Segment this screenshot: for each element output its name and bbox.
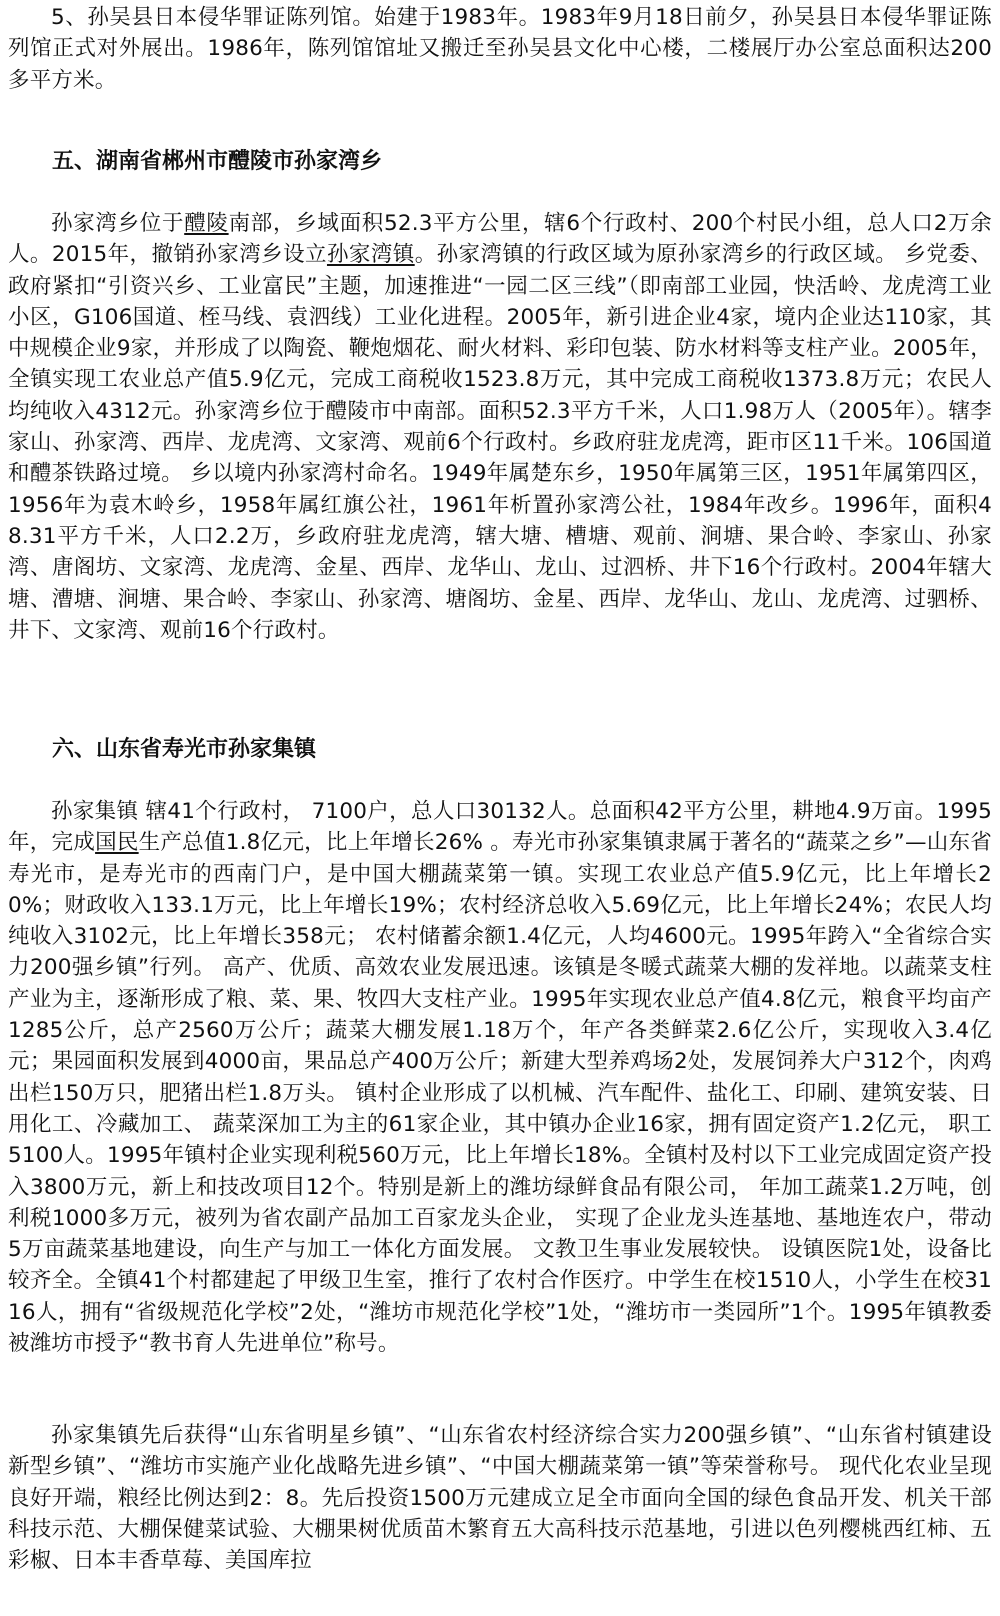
text-run: 孙家湾乡位于 (51, 211, 185, 236)
link-guomin[interactable]: 国民 (95, 830, 139, 856)
heading-section-five: 五、湖南省郴州市醴陵市孙家湾乡 (52, 149, 383, 174)
paragraph-sunjiawan (8, 208, 992, 646)
paragraph-sunjiaji-overview (8, 796, 992, 1359)
text-run: 南部，乡域面积52.3平方公里，辖6个行政村、200个村民小组，总人口2万余人。2015年，撤销孙家湾乡设立 (8, 211, 992, 268)
text-run: 孙家集镇 辖41个行政村， 7100户，总人口30132人。总面积42平方公里，耕地4.9万亩。1995年，完成 (8, 799, 992, 856)
link-sunjiawan-town[interactable]: 孙家湾镇 (326, 242, 415, 268)
document-page (8, 0, 992, 1616)
paragraph-sunjiaji-honors: 孙家集镇先后获得“山东省明星乡镇”、“山东省农村经济综合实力200强乡镇”、“山东省村镇建设新型乡镇”、“潍坊市实施产业化战略先进乡镇”、“中国大棚蔬菜第一镇”等荣誉称号。 现代化农业呈现良好开端，粮经比例达到2：8。先后投资1500万元建成立足全市面向全国的绿色食品开发、机关干部科技示范、大棚保健菜试验、大棚果树优质苗木繁育五大高科技示范基地，引进以色列樱桃西红柿、五彩椒、日本丰香草莓、美国库拉 (8, 1423, 992, 1574)
paragraph-sunwu-museum: 5、孙吴县日本侵华罪证陈列馆。始建于1983年。1983年9月18日前夕，孙吴县日本侵华罪证陈列馆正式对外展出。1986年，陈列馆馆址又搬迁至孙吴县文化中心楼，二楼展厅办公室总面积达200多平方米。 (8, 5, 992, 93)
text-run: 生产总值1.8亿元，比上年增长26% 。寿光市孙家集镇隶属于著名的“蔬菜之乡”—山东省寿光市，是寿光市的西南门户，是中国大棚蔬菜第一镇。实现工农业总产值5.9亿元，比上年增长20%；财政收入133.1万元，比上年增长19%；农村经济总收入5.69亿元，比上年增长24%；农民人均纯收入3102元，比上年增长358元； 农村储蓄余额1.4亿元，人均4600元。1995年跨入“全省综合实力200强乡镇”行列。 高产、优质、高效农业发展迅速。该镇是冬暖式蔬菜大棚的发祥地。以蔬菜支柱产业为主，逐渐形成了粮、菜、果、牧四大支柱产业。1995年实现农业总产值4.8亿元，粮食平均亩产1285公斤，总产2560万公斤；蔬菜大棚发展1.18万个，年产各类鲜菜2.6亿公斤，实现收入3.4亿元；果园面积发展到4000亩，果品总产400万公斤；新建大型养鸡场2处，发展饲养大户312个，肉鸡出栏150万只，肥猪出栏1.8万头。 镇村企业形成了以机械、汽车配件、盐化工、印刷、建筑安装、日用化工、冷藏加工、 蔬菜深加工为主的61家企业，其中镇办企业16家，拥有固定资产1.2亿元， 职工5100人。1995年镇村企业实现利税560万元，比上年增长18%。全镇村及村以下工业完成固定资产投入3800万元，新上和技改项目12个。特别是新上的潍坊绿鲜食品有限公司， 年加工蔬菜1.2万吨，创利税1000多万元，被列为省农副产品加工百家龙头企业， 实现了企业龙头连基地、基地连农户，带动5万亩蔬菜基地建设，向生产与加工一体化方面发展。 文教卫生事业发展较快。 设镇医院1处，设备比较齐全。全镇41个村都建起了甲级卫生室，推行了农村合作医疗。中学生在校1510人，小学生在校3116人，拥有“省级规范化学校”2处，“潍坊市规范化学校”1处，“潍坊市一类园所”1个。1995年镇教委被潍坊市授予“教书育人先进单位”称号。 (8, 830, 992, 1357)
text-run: 。孙家湾镇的行政区域为原孙家湾乡的行政区域。 乡党委、政府紧扣“引资兴乡、工业富民”主题，加速推进“一园二区三线”（即南部工业园，快活岭、龙虎湾工业小区，G106国道、桎马线、袁泗线）工业化进程。2005年，新引进企业4家，境内企业达110家，其中规模企业9家，并形成了以陶瓷、鞭炮烟花、耐火材料、彩印包装、防水材料等支柱产业。2005年，全镇实现工农业总产值5.9亿元，完成工商税收1523.8万元，其中完成工商税收1373.8万元；农民人均纯收入4312元。孙家湾乡位于醴陵市中南部。面积52.3平方千米，人口1.98万人（2005年）。辖李家山、孙家湾、西岸、龙虎湾、文家湾、观前6个行政村。乡政府驻龙虎湾，距市区11千米。106国道和醴茶铁路过境。 乡以境内孙家湾村命名。1949年属楚东乡，1950年属第三区，1951年属第四区，1956年为袁木岭乡，1958年属红旗公社，1961年析置孙家湾公社，1984年改乡。1996年，面积48.31平方千米，人口2.2万，乡政府驻龙虎湾，辖大塘、槽塘、观前、涧塘、果合岭、李家山、孙家湾、唐阁坊、文家湾、龙虎湾、金星、西岸、龙华山、龙山、过泗桥、井下16个行政村。2004年辖大塘、漕塘、涧塘、果合岭、李家山、孙家湾、塘阁坊、金星、西岸、龙华山、龙山、龙虎湾、过驷桥、井下、文家湾、观前16个行政村。 (8, 242, 992, 643)
heading-section-six: 六、山东省寿光市孙家集镇 (52, 737, 317, 762)
link-liling[interactable]: 醴陵 (184, 211, 229, 236)
